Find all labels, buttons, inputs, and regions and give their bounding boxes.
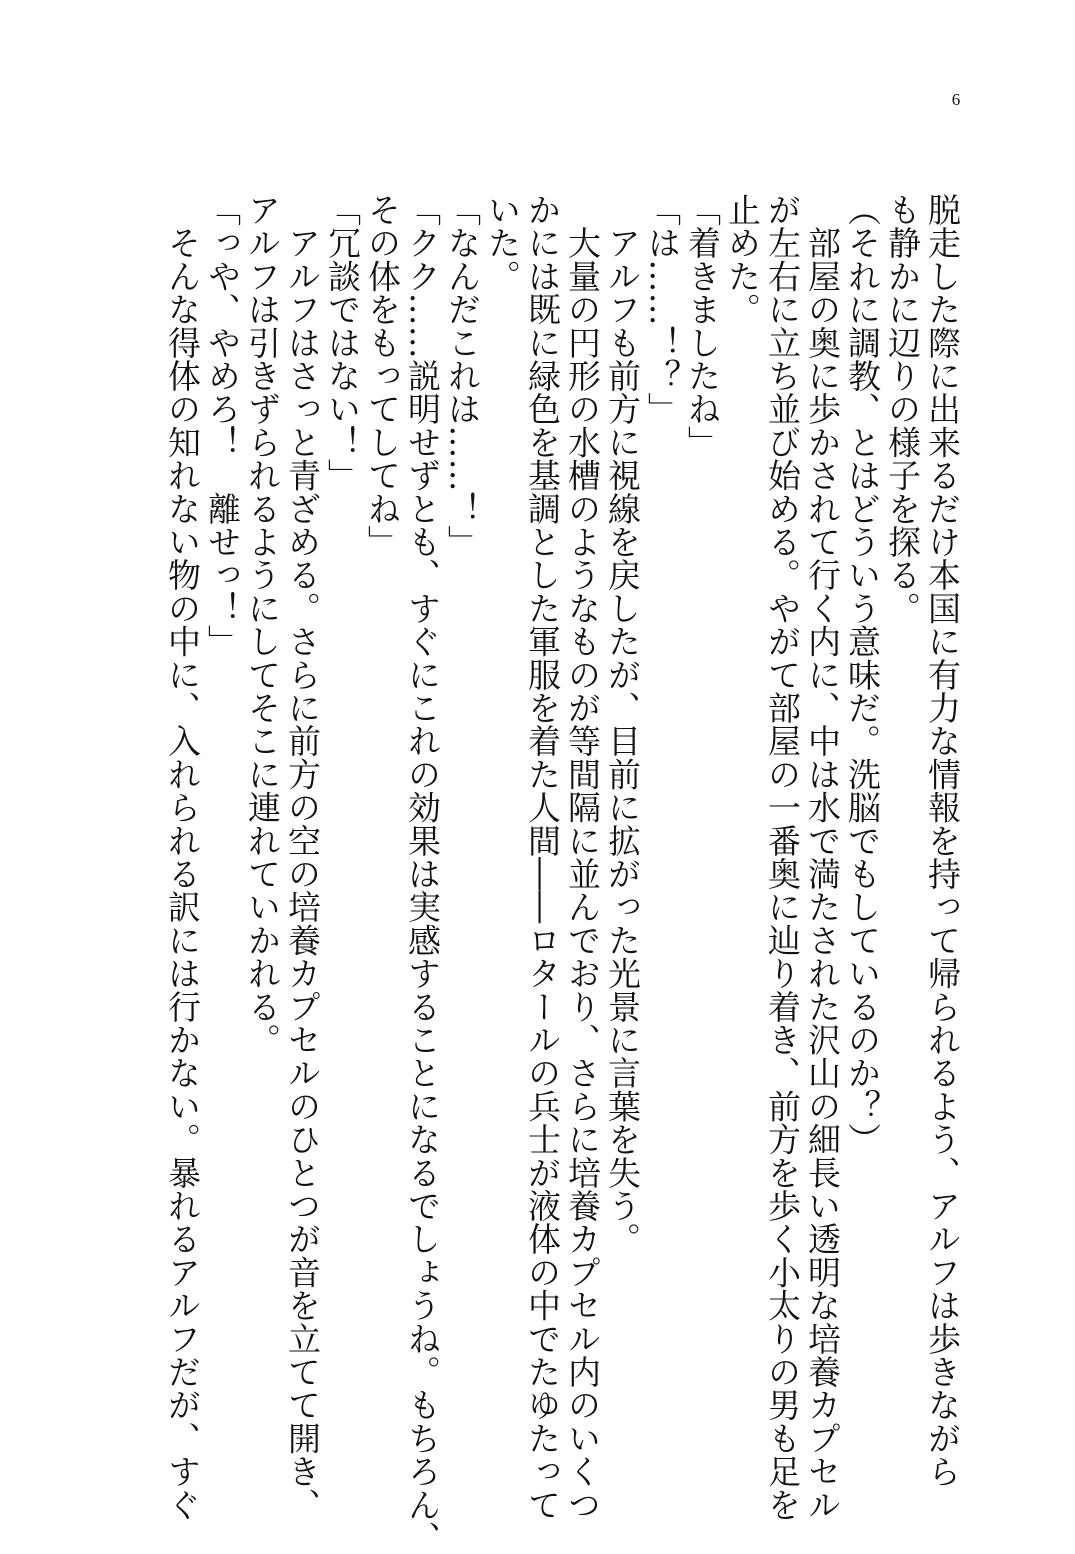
page-number: 6 <box>951 90 961 109</box>
text-line: が左右に立ち並び始める。やがて部屋の一番奥に辿り着き、前方を歩く小太りの男も足を <box>763 193 802 1521</box>
text-line: 「なんだこれは……！」 <box>443 193 482 559</box>
text-line: アルフはさっと青ざめる。さらに前方の空の培養カプセルのひとつが音を立てて開き、 <box>283 193 322 1521</box>
text-line: 「っや、やめろ！ 離せっ！」 <box>203 193 242 658</box>
vertical-body-text <box>162 193 962 1554</box>
text-line: いた。 <box>483 193 522 293</box>
text-line: アルフも前方に視線を戻したが、目前に拡がった光景に言葉を失う。 <box>603 193 642 1256</box>
text-line: 「冗談ではない！」 <box>323 193 362 492</box>
text-line: 脱走した際に出来るだけ本国に有力な情報を持って帰られるよう、アルフは歩きながら <box>923 193 962 1488</box>
text-line: 部屋の奥に歩かされて行く内に、中は水で満たされた沢山の細長い透明な培養カプセル <box>803 193 842 1521</box>
text-line: 「クク……説明せずとも、すぐにこれの効果は実感することになるでしょうね。もちろん、 <box>403 193 442 1554</box>
text-line: （それに調教、とはどういう意味だ。洗脳でもしているのか？） <box>843 193 882 1156</box>
text-line: 大量の円形の水槽のようなものが等間隔に並んでおり、さらに培養カプセル内のいくつ <box>563 193 602 1521</box>
text-line: 「は……！？」 <box>643 193 682 426</box>
text-line: その体をもってしてね」 <box>363 193 402 559</box>
text-line: も静かに辺りの様子を探る。 <box>883 193 922 625</box>
text-line: 止めた。 <box>723 193 762 326</box>
text-line: 「着きましたね」 <box>683 193 722 459</box>
text-line: アルフは引きずられるようにしてそこに連れていかれる。 <box>243 193 282 1057</box>
text-line: そんな得体の知れない物の中に、入れられる訳には行かない。暴れるアルフだが、すぐ <box>163 193 202 1521</box>
text-line: かには既に緑色を基調とした軍服を着た人間――ロタールの兵士が液体の中でたゆたって <box>523 193 562 1521</box>
